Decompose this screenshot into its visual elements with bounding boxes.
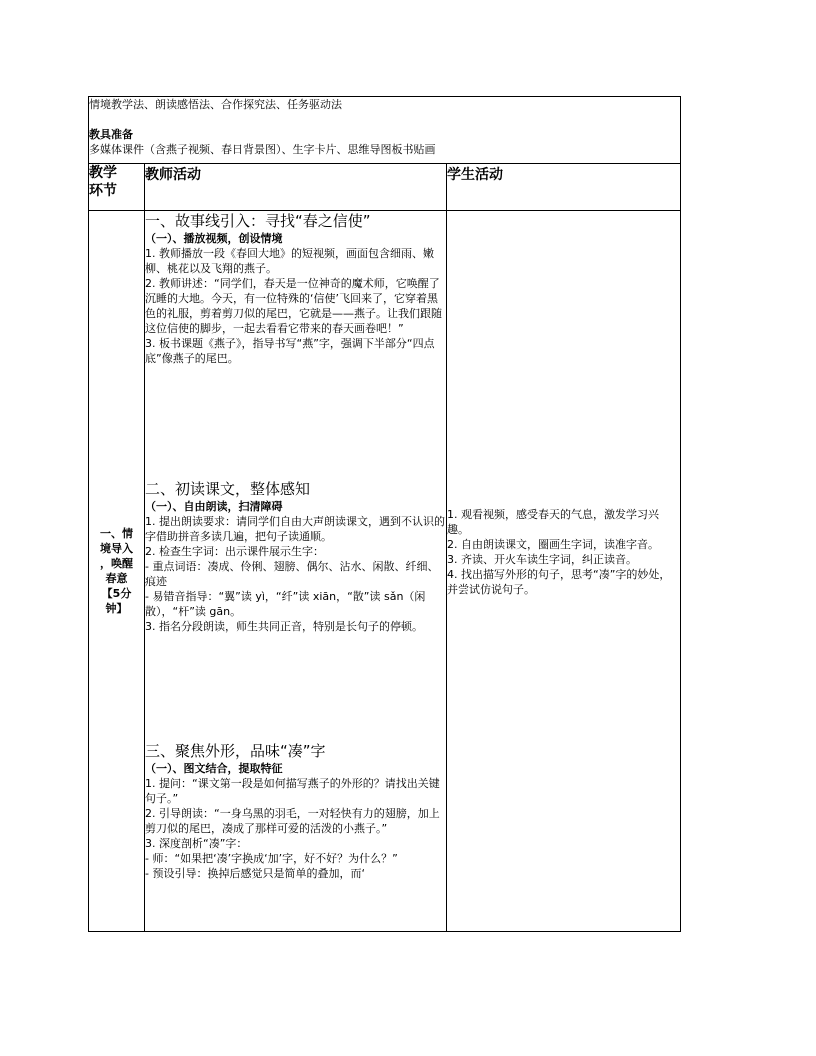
section-subtitle: （一）、图文结合，提取特征	[145, 762, 283, 775]
section-1	[145, 211, 446, 479]
section-title: 三、聚焦外形，品味“凑”字	[145, 742, 326, 760]
section-title: 二、初读课文，整体感知	[145, 480, 311, 498]
stage-line1: 一、情	[100, 527, 133, 540]
paragraph: 1. 教师播放一段《春回大地》的短视频，画面包含细雨、嫩柳、桃花以及飞翔的燕子。	[145, 247, 434, 275]
stage-line3: ，唤醒	[100, 557, 133, 570]
student-item: 1. 观看视频，感受春天的气息，激发学习兴趣。	[447, 508, 659, 536]
section-2	[145, 479, 446, 741]
paragraph: - 重点词语：凑成、伶俐、翅膀、偶尔、沾水、闲散、纤细、痕迹	[145, 560, 439, 588]
tools-heading: 教具准备	[89, 128, 133, 141]
stage-line2: 境导入	[100, 542, 133, 555]
lesson-plan-table	[88, 96, 681, 932]
stage-line6: 钟】	[105, 602, 128, 615]
stage-label	[89, 211, 145, 932]
paragraph: 1. 提问：“课文第一段是如何描写燕子的外形的？请找出关键句子。”	[145, 777, 440, 805]
methods-tools-cell	[89, 97, 681, 164]
header-student: 学生活动	[447, 164, 681, 211]
teacher-activity	[145, 211, 447, 932]
header-stage-line2: 环节	[89, 183, 117, 199]
content-row	[89, 211, 681, 932]
section-subtitle: （一）、自由朗读，扫清障碍	[145, 500, 283, 513]
stage-line5: 【5分	[101, 587, 132, 600]
section-subtitle: （一）、播放视频，创设情境	[145, 232, 283, 245]
header-teacher: 教师活动	[145, 164, 447, 211]
student-item: 2. 自由朗读课文，圈画生字词，读准字音。	[447, 538, 659, 551]
header-stage-line1: 教学	[89, 165, 117, 181]
paragraph: 2. 引导朗读：“一身乌黑的羽毛，一对轻快有力的翅膀，加上剪刀似的尾巴，凑成了那样可爱的活泼的小燕子。”	[145, 807, 440, 835]
paragraph: 2. 检查生字词：出示课件展示生字：	[145, 545, 324, 558]
paragraph: 1. 提出朗读要求：请同学们自由大声朗读课文，遇到不认识的字借助拼音多读几遍，把句子读通顺。	[145, 515, 445, 543]
paragraph: - 预设引导：换掉后感觉只是简单的叠加，而‘	[145, 867, 365, 880]
student-item: 3. 齐读、开火车读生字词，纠正读音。	[447, 553, 637, 566]
teaching-methods-text: 情境教学法、朗读感悟法、合作探究法、任务驱动法	[89, 98, 342, 111]
stage-line4: 春意	[105, 572, 128, 585]
paragraph: - 师：“如果把‘凑’字换成‘加’字，好不好？为什么？”	[145, 852, 398, 865]
paragraph: 3. 指名分段朗读，师生共同正音，特别是长句子的停顿。	[145, 620, 423, 633]
header-stage	[89, 164, 145, 211]
student-activity	[447, 211, 681, 932]
paragraph: - 易错音指导：“翼”读 yì，“纤”读 xiān，“散”读 sǎn（闲散），“杆”读 gān。	[145, 590, 426, 618]
section-3	[145, 741, 446, 881]
lesson-plan-page	[88, 96, 680, 932]
tools-text: 多媒体课件（含燕子视频、春日背景图）、生字卡片、思维导图板书贴画	[89, 143, 436, 156]
section-title: 一、故事线引入：寻找“春之信使”	[145, 212, 371, 230]
student-item: 4. 找出描写外形的句子，思考“凑”字的妙处，并尝试仿说句子。	[447, 568, 671, 596]
methods-row	[89, 97, 681, 164]
table-header-row	[89, 164, 681, 211]
paragraph: 3. 深度剖析“凑”字：	[145, 837, 248, 850]
paragraph: 2. 教师讲述：“同学们，春天是一位神奇的魔术师，它唤醒了沉睡的大地。今天，有一位特殊的‘信使’飞回来了，它穿着黑色的礼服，剪着剪刀似的尾巴，它就是——燕子。让我们跟随这位信使的脚步，一起去看看它带来的春天画卷吧！”	[145, 277, 442, 335]
paragraph: 3. 板书课题《燕子》，指导书写“燕”字，强调下半部分“四点底”像燕子的尾巴。	[145, 337, 435, 365]
